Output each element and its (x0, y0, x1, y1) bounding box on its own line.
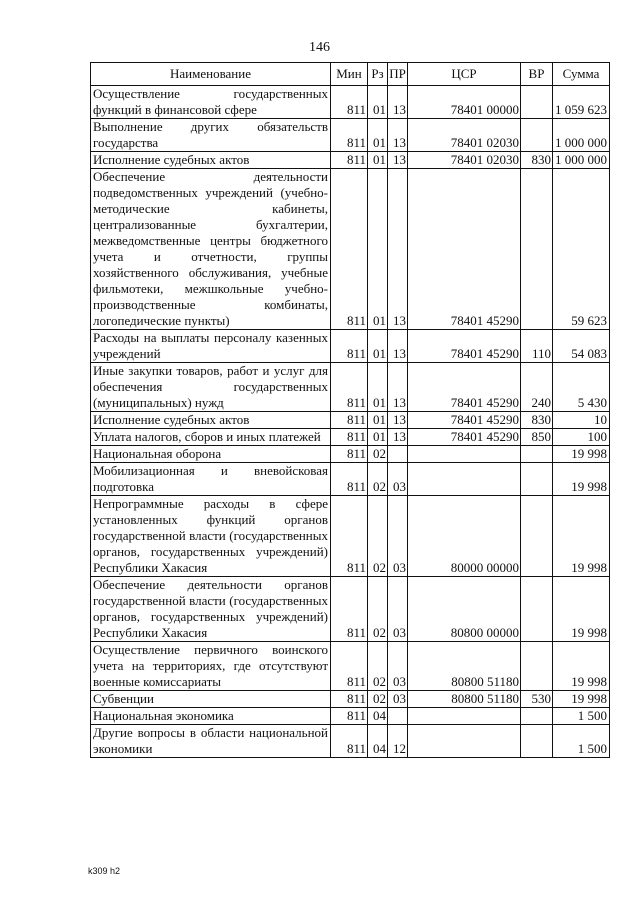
table-row (91, 412, 610, 429)
table-row (91, 330, 610, 363)
cell-rz: 02 (368, 446, 388, 463)
page-number: 146 (309, 40, 330, 55)
cell-pr: 13 (388, 412, 408, 429)
cell-min: 811 (331, 169, 368, 330)
cell-rz: 01 (368, 152, 388, 169)
cell-vr: 530 (521, 691, 553, 708)
cell-rz: 02 (368, 642, 388, 691)
table-body (91, 86, 610, 758)
cell-vr: 110 (521, 330, 553, 363)
cell-rz: 04 (368, 708, 388, 725)
cell-sum: 19 998 (553, 463, 610, 496)
cell-vr (521, 496, 553, 577)
cell-sum: 59 623 (553, 169, 610, 330)
budget-table (90, 62, 610, 758)
cell-rz: 01 (368, 412, 388, 429)
cell-vr (521, 577, 553, 642)
cell-min: 811 (331, 642, 368, 691)
cell-min: 811 (331, 463, 368, 496)
cell-pr: 13 (388, 429, 408, 446)
cell-sum: 19 998 (553, 446, 610, 463)
cell-sum: 5 430 (553, 363, 610, 412)
cell-rz: 02 (368, 496, 388, 577)
table-header-row (91, 63, 610, 86)
cell-min: 811 (331, 119, 368, 152)
cell-min: 811 (331, 86, 368, 119)
header-min: Мин (331, 63, 368, 86)
cell-min: 811 (331, 152, 368, 169)
cell-name: Национальная оборона (91, 446, 331, 463)
cell-vr (521, 446, 553, 463)
cell-pr: 03 (388, 577, 408, 642)
cell-min: 811 (331, 363, 368, 412)
cell-pr: 03 (388, 463, 408, 496)
cell-pr: 13 (388, 363, 408, 412)
cell-csr: 78401 45290 (408, 330, 521, 363)
cell-rz: 01 (368, 169, 388, 330)
cell-vr (521, 169, 553, 330)
cell-name: Исполнение судебных актов (91, 412, 331, 429)
cell-min: 811 (331, 691, 368, 708)
table-row (91, 86, 610, 119)
header-rz: Рз (368, 63, 388, 86)
header-name: Наименование (91, 63, 331, 86)
cell-sum: 1 500 (553, 708, 610, 725)
cell-vr (521, 463, 553, 496)
cell-sum: 10 (553, 412, 610, 429)
header-pr: ПР (388, 63, 408, 86)
cell-sum: 1 000 000 (553, 119, 610, 152)
cell-sum: 19 998 (553, 642, 610, 691)
cell-vr (521, 708, 553, 725)
table-row (91, 691, 610, 708)
cell-csr: 80800 00000 (408, 577, 521, 642)
cell-csr: 78401 45290 (408, 363, 521, 412)
cell-csr (408, 725, 521, 758)
cell-pr: 03 (388, 691, 408, 708)
cell-csr: 80000 00000 (408, 496, 521, 577)
cell-rz: 04 (368, 725, 388, 758)
cell-min: 811 (331, 708, 368, 725)
table-row (91, 708, 610, 725)
cell-min: 811 (331, 446, 368, 463)
cell-vr (521, 642, 553, 691)
cell-csr: 78401 45290 (408, 412, 521, 429)
cell-vr (521, 119, 553, 152)
cell-pr (388, 446, 408, 463)
table-row (91, 725, 610, 758)
cell-csr: 78401 02030 (408, 119, 521, 152)
footer-code: k309 h2 (88, 866, 121, 876)
cell-min: 811 (331, 725, 368, 758)
cell-csr: 80800 51180 (408, 642, 521, 691)
cell-name: Субвенции (91, 691, 331, 708)
cell-sum: 100 (553, 429, 610, 446)
cell-pr: 13 (388, 152, 408, 169)
cell-name: Непрограммные расходы в сфере установленных функций органов государственной власти (государственных органов, государственных учреждений) Республики Хакасия (91, 496, 331, 577)
header-csr: ЦСР (408, 63, 521, 86)
cell-csr: 80800 51180 (408, 691, 521, 708)
cell-rz: 01 (368, 330, 388, 363)
cell-vr (521, 725, 553, 758)
cell-name: Мобилизационная и вневойсковая подготовка (91, 463, 331, 496)
cell-name: Расходы на выплаты персоналу казенных учреждений (91, 330, 331, 363)
cell-vr: 850 (521, 429, 553, 446)
table-row (91, 577, 610, 642)
cell-pr: 13 (388, 169, 408, 330)
table-row (91, 363, 610, 412)
cell-csr: 78401 00000 (408, 86, 521, 119)
cell-rz: 01 (368, 86, 388, 119)
cell-name: Обеспечение деятельности органов государственной власти (государственных органов, государственных учреждений) Республики Хакасия (91, 577, 331, 642)
cell-pr: 03 (388, 496, 408, 577)
table-row (91, 169, 610, 330)
cell-rz: 01 (368, 363, 388, 412)
cell-sum: 1 059 623 (553, 86, 610, 119)
cell-name: Уплата налогов, сборов и иных платежей (91, 429, 331, 446)
cell-sum: 1 500 (553, 725, 610, 758)
table-row (91, 119, 610, 152)
table-row (91, 496, 610, 577)
cell-pr: 13 (388, 330, 408, 363)
cell-vr (521, 86, 553, 119)
table-row (91, 446, 610, 463)
table-row (91, 429, 610, 446)
cell-pr: 13 (388, 86, 408, 119)
header-vr: ВР (521, 63, 553, 86)
cell-name: Выполнение других обязательств государства (91, 119, 331, 152)
table-row (91, 463, 610, 496)
cell-vr: 830 (521, 412, 553, 429)
cell-min: 811 (331, 496, 368, 577)
cell-name: Иные закупки товаров, работ и услуг для обеспечения государственных (муниципальных) нужд (91, 363, 331, 412)
cell-rz: 02 (368, 463, 388, 496)
cell-csr: 78401 45290 (408, 169, 521, 330)
cell-sum: 19 998 (553, 577, 610, 642)
cell-pr (388, 708, 408, 725)
cell-min: 811 (331, 429, 368, 446)
cell-min: 811 (331, 330, 368, 363)
cell-pr: 12 (388, 725, 408, 758)
cell-name: Обеспечение деятельности подведомственных учреждений (учебно-методические кабинеты, централизованные бухгалтерии, межведомственные центры бюджетного учета и отчетности, группы хозяйственного обслуживания, учебные фильмотеки, межшкольные учебно-производственные комбинаты, логопедические пункты) (91, 169, 331, 330)
cell-sum: 54 083 (553, 330, 610, 363)
cell-name: Исполнение судебных актов (91, 152, 331, 169)
cell-rz: 02 (368, 577, 388, 642)
cell-pr: 13 (388, 119, 408, 152)
cell-vr: 240 (521, 363, 553, 412)
cell-min: 811 (331, 412, 368, 429)
cell-sum: 19 998 (553, 691, 610, 708)
cell-sum: 1 000 000 (553, 152, 610, 169)
cell-sum: 19 998 (553, 496, 610, 577)
cell-csr (408, 446, 521, 463)
table-row (91, 152, 610, 169)
cell-rz: 01 (368, 119, 388, 152)
cell-name: Осуществление государственных функций в финансовой сфере (91, 86, 331, 119)
cell-name: Осуществление первичного воинского учета на территориях, где отсутствуют военные комиссариаты (91, 642, 331, 691)
cell-pr: 03 (388, 642, 408, 691)
cell-vr: 830 (521, 152, 553, 169)
cell-rz: 02 (368, 691, 388, 708)
cell-csr: 78401 02030 (408, 152, 521, 169)
cell-csr (408, 463, 521, 496)
cell-csr (408, 708, 521, 725)
table-row (91, 642, 610, 691)
cell-csr: 78401 45290 (408, 429, 521, 446)
header-sum: Сумма (553, 63, 610, 86)
cell-min: 811 (331, 577, 368, 642)
cell-name: Другие вопросы в области национальной экономики (91, 725, 331, 758)
cell-name: Национальная экономика (91, 708, 331, 725)
cell-rz: 01 (368, 429, 388, 446)
